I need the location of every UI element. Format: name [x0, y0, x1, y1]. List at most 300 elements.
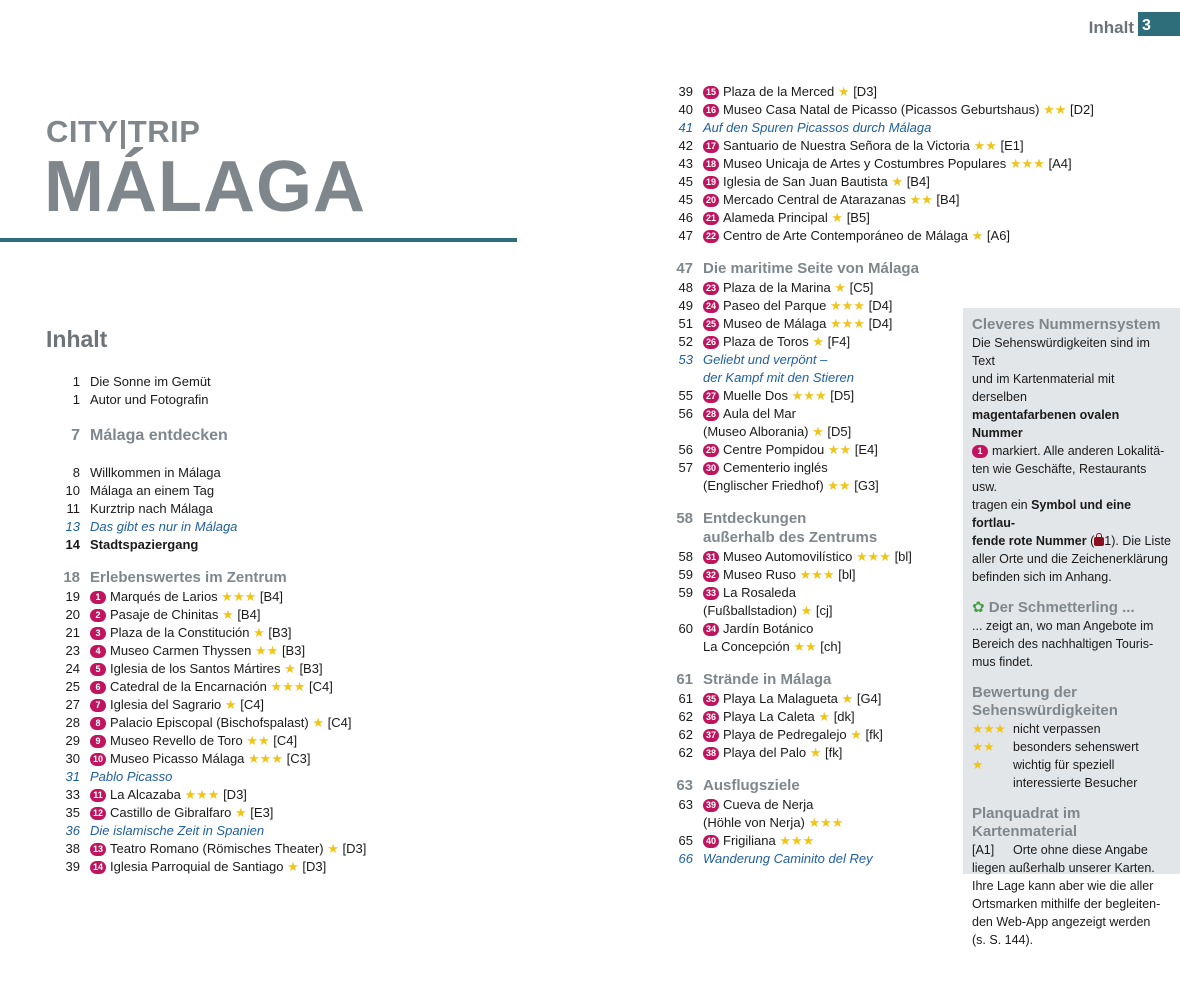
toc-entry — [50, 500, 530, 518]
toc-entry — [50, 464, 530, 482]
toc-entry-text — [90, 500, 213, 518]
toc-entry-title: außerhalb des Zentrums — [703, 529, 878, 546]
rating-row — [972, 738, 1172, 756]
grid-line: (s. S. 144). — [972, 933, 1034, 947]
toc-entry-title: Das gibt es nur in Málaga — [90, 519, 238, 534]
numbering-title: Cleveres Nummernsystem — [972, 316, 1161, 333]
sight-number-badge: 25 — [703, 318, 719, 331]
map-grid-reference: [D3] — [853, 84, 878, 99]
toc-page-number: 20 — [65, 607, 80, 622]
rating-label: interessierte Besucher — [1013, 776, 1138, 790]
toc-entry-text — [703, 510, 806, 528]
toc-page-number: 59 — [678, 585, 693, 600]
sight-number-badge: 17 — [703, 140, 719, 153]
numbering-text: 1). Die Liste — [1104, 534, 1171, 548]
sight-number-badge: 24 — [703, 300, 719, 313]
sight-number-badge: 35 — [703, 693, 719, 706]
toc-entry[interactable] — [50, 518, 530, 536]
map-grid-reference: [D2] — [1070, 102, 1094, 117]
toc-page-number: 10 — [65, 483, 80, 498]
toc-entry-title: Museo Carmen Thyssen — [110, 643, 252, 658]
toc-spacer — [50, 409, 530, 427]
toc-page-number: 51 — [678, 316, 693, 331]
toc-page-number: 62 — [678, 745, 693, 760]
map-grid-reference: [B4] — [259, 589, 284, 604]
toc-entry-title: Plaza de Toros — [723, 334, 809, 349]
grid-line: den Web-App angezeigt werden — [972, 915, 1151, 929]
toc-entry-title: Plaza de la Marina — [723, 280, 831, 295]
map-grid-reference: [fk] — [865, 727, 883, 742]
map-grid-reference: [D3] — [342, 841, 367, 856]
star-rating-icon: ★ — [287, 859, 299, 874]
map-grid-reference: [C4] — [309, 679, 333, 694]
toc-page-number: 1 — [72, 392, 80, 407]
page-number-tab: 3 — [1138, 12, 1180, 36]
toc-page-number: 23 — [65, 643, 80, 658]
sight-number-badge: 15 — [703, 86, 719, 99]
toc-entry-title: (Museo Alborania) — [703, 424, 809, 439]
rating-row — [972, 756, 1172, 774]
toc-entry-title: La Alcazaba — [110, 787, 181, 802]
rating-label: besonders sehenswert — [1013, 740, 1139, 754]
toc-entry-title: Marqués de Larios — [110, 589, 218, 604]
toc-entry-title: Wanderung Caminito del Rey — [703, 851, 873, 866]
toc-entry-text — [703, 209, 870, 227]
toc-entry-text — [703, 814, 843, 832]
toc-entry-title: Autor und Fotografin — [90, 392, 209, 407]
toc-entry-text — [703, 566, 856, 584]
legend-sidebar — [963, 308, 1180, 947]
star-rating-icon: ★★★ — [779, 833, 815, 848]
toc-entry-title: La Concepción — [703, 639, 790, 654]
toc-page-number: 29 — [65, 733, 80, 748]
toc-entry — [663, 137, 1083, 155]
map-grid-reference: [A6] — [986, 228, 1011, 243]
toc-entry-title: Museo de Málaga — [723, 316, 827, 331]
toc-entry-text — [703, 459, 828, 477]
grid-line: liegen außerhalb unserer Karten. — [972, 861, 1155, 875]
map-grid-reference: [B3] — [299, 661, 323, 676]
toc-entry-title: Muelle Dos — [723, 388, 789, 403]
toc-page-number: 61 — [678, 691, 693, 706]
toc-entry — [663, 101, 1094, 119]
toc-entry — [50, 714, 530, 732]
toc-entry-text — [90, 464, 221, 482]
toc-entry-title: Jardín Botánico — [723, 621, 814, 636]
title-rule — [0, 238, 517, 242]
toc-entry — [50, 660, 530, 678]
toc-entry — [50, 858, 530, 876]
toc-entry-text — [703, 777, 800, 795]
toc-entry-text — [90, 750, 310, 768]
toc-entry — [50, 750, 530, 768]
star-icon: ★★★ — [972, 722, 1006, 736]
toc-entry-text — [703, 173, 930, 191]
toc-entry — [50, 373, 530, 391]
star-rating-icon: ★★★ — [270, 679, 306, 694]
toc-entry-text — [703, 529, 877, 547]
toc-entry-title: Auf den Spuren Picassos durch Málaga — [703, 120, 932, 135]
toc-entry — [50, 391, 530, 409]
toc-page-number: 52 — [678, 334, 693, 349]
sight-number-badge: 28 — [703, 408, 719, 421]
toc-entry-title: Palacio Episcopal (Bischofspalast) — [110, 715, 309, 730]
toc-entry-title: Die islamische Zeit in Spanien — [90, 823, 265, 838]
toc-entry-title: Strände in Málaga — [703, 671, 832, 688]
map-grid-reference: [A4] — [1048, 156, 1072, 171]
grid-line: Ortsmarken mithilfe der begleiten- — [972, 897, 1161, 911]
toc-entry-text — [90, 642, 305, 660]
star-rating-icon: ★ — [253, 625, 265, 640]
toc-entry-text — [703, 548, 912, 566]
toc-entry-title: Alameda Principal — [723, 210, 828, 225]
toc-entry-title: der Kampf mit den Stieren — [703, 370, 855, 385]
numbering-line — [972, 442, 1172, 460]
toc-entry[interactable] — [663, 119, 1083, 137]
star-rating-icon: ★★ — [973, 138, 997, 153]
star-icon: ★ — [972, 758, 984, 772]
city-title: MÁLAGA — [44, 147, 366, 227]
toc-entry-text — [90, 768, 172, 786]
star-rating-icon: ★ — [224, 697, 237, 712]
toc-page-number: 57 — [678, 460, 693, 475]
map-grid-reference: [C4] — [273, 733, 298, 748]
sight-number-badge: 26 — [703, 336, 719, 349]
star-rating-icon: ★ — [800, 603, 813, 618]
toc-entry-title: Castillo de Gibralfaro — [110, 805, 232, 820]
toc-page-number: 21 — [65, 625, 80, 640]
sight-number-badge: 12 — [90, 807, 106, 820]
toc-entry-text — [90, 391, 209, 409]
toc-entry-title: Aula del Mar — [723, 406, 796, 421]
toc-page-number: 13 — [65, 519, 80, 534]
sight-number-badge: 21 — [703, 212, 719, 225]
toc-entry — [50, 804, 530, 822]
toc-entry-title: Catedral de la Encarnación — [110, 679, 267, 694]
numbering-line: ten wie Geschäfte, Restaurants usw. — [972, 462, 1147, 494]
toc-entry-text — [90, 624, 292, 642]
map-grid-reference: [bl] — [894, 549, 912, 564]
toc-page-number: 47 — [676, 260, 693, 277]
toc-entry — [50, 786, 530, 804]
toc-entry-title: Mercado Central de Atarazanas — [723, 192, 906, 207]
map-grid-reference: [B4] — [906, 174, 930, 189]
toc-entry-text — [90, 482, 214, 500]
toc-entry — [663, 191, 1083, 209]
toc-entry-title: Frigiliana — [723, 833, 776, 848]
toc-page-number: 24 — [65, 661, 80, 676]
toc-page-number: 56 — [678, 442, 693, 457]
toc-entry-title: Centro de Arte Contemporáneo de Málaga — [723, 228, 968, 243]
star-rating-icon: ★★★ — [829, 298, 865, 313]
toc-entry — [663, 155, 1083, 173]
map-grid-reference: [E4] — [854, 442, 878, 457]
toc-entry-title: Museo Casa Natal de Picasso (Picassos Geburtshaus) — [723, 102, 1040, 117]
toc-page-number: 31 — [65, 769, 80, 784]
toc-entry-title: Ausflugsziele — [703, 777, 800, 794]
sight-number-badge: 13 — [90, 843, 106, 856]
map-grid-reference: [D3] — [223, 787, 247, 802]
grid-row — [972, 841, 1172, 859]
toc-entry — [663, 209, 1083, 227]
toc-page-number: 59 — [678, 567, 693, 582]
map-grid-reference: [D3] — [302, 859, 327, 874]
sight-number-badge: 34 — [703, 623, 719, 636]
toc-entry-text — [90, 588, 283, 606]
toc-section-heading — [50, 427, 530, 446]
toc-entry-title: Erlebenswertes im Zentrum — [90, 569, 287, 586]
butterfly-icon: ✿ — [972, 599, 985, 616]
star-rating-icon: ★ — [818, 709, 831, 724]
grid-code: [A1] — [972, 843, 995, 857]
toc-entry-text — [90, 840, 366, 858]
toc-entry-text — [703, 690, 881, 708]
toc-entry-title: Teatro Romano (Römisches Theater) — [110, 841, 324, 856]
toc-page-number: 27 — [65, 697, 80, 712]
star-icon: ★★ — [972, 740, 995, 754]
star-rating-icon: ★ — [809, 745, 822, 760]
map-grid-reference: [ch] — [820, 639, 842, 654]
sight-number-badge: 23 — [703, 282, 719, 295]
toc-entry — [50, 678, 530, 696]
sight-number-badge: 33 — [703, 587, 719, 600]
toc-entry — [663, 83, 1083, 101]
toc-entry-text — [90, 518, 237, 536]
toc-entry-title: (Höhle von Nerja) — [703, 815, 805, 830]
numbering-text: ( — [1086, 534, 1095, 548]
toc-entry — [663, 173, 1083, 191]
sight-number-badge: 14 — [90, 861, 106, 874]
rating-label: wichtig für speziell — [1013, 758, 1115, 772]
toc-entry-title: Geliebt und verpönt – — [703, 352, 828, 367]
toc-entry-title: Málaga entdecken — [90, 427, 228, 444]
sight-number-badge: 29 — [703, 444, 719, 457]
sight-number-badge: 32 — [703, 569, 719, 582]
star-rating-icon: ★★★ — [808, 815, 844, 830]
toc-entry-text — [703, 279, 873, 297]
toc-entry-title: Plaza de la Merced — [723, 84, 835, 99]
map-grid-reference: [F4] — [827, 334, 851, 349]
toc-page-number: 61 — [676, 671, 693, 688]
toc-entry-title: Playa del Palo — [723, 745, 807, 760]
toc-entry-text — [90, 858, 326, 876]
toc-entry-title: Iglesia Parroquial de Santiago — [110, 859, 284, 874]
toc-entry-title: Santuario de Nuestra Señora de la Victoria — [723, 138, 970, 153]
toc-entry-text — [703, 423, 851, 441]
toc-page-number: 36 — [65, 823, 80, 838]
toc-entry-text — [703, 850, 873, 868]
toc-entry — [50, 588, 530, 606]
toc-page-number: 48 — [678, 280, 693, 295]
toc-entry — [50, 536, 530, 554]
toc-entry-text — [703, 351, 827, 369]
toc-page-number: 1 — [72, 374, 80, 389]
toc-entry-text — [703, 315, 892, 333]
toc-entry-text — [703, 832, 814, 850]
map-grid-reference: [B5] — [846, 210, 870, 225]
star-rating-icon: ★★★ — [829, 316, 865, 331]
star-rating-icon: ★ — [327, 841, 339, 856]
star-rating-icon: ★ — [235, 805, 247, 820]
map-grid-reference: [E1] — [1000, 138, 1024, 153]
sight-number-badge: 31 — [703, 551, 719, 564]
toc-page-number: 62 — [678, 727, 693, 742]
star-rating-icon: ★ — [312, 715, 324, 730]
toc-page-number: 39 — [678, 84, 693, 99]
toc-page-number: 47 — [678, 228, 693, 243]
map-grid-reference: [E3] — [250, 805, 274, 820]
toc-entry-text — [703, 83, 877, 101]
toc-entry[interactable] — [50, 822, 530, 840]
map-grid-reference: [D5] — [830, 388, 855, 403]
rating-row — [972, 720, 1172, 738]
toc-page-number: 42 — [678, 138, 693, 153]
toc-page-number: 62 — [678, 709, 693, 724]
butterfly-title-text: Der Schmetterling ... — [988, 599, 1135, 616]
map-grid-reference: [C3] — [286, 751, 311, 766]
rating-title: Sehenswürdigkeiten — [972, 702, 1118, 719]
toc-entry-title: Museo Picasso Málaga — [110, 751, 245, 766]
toc-entry-text — [703, 227, 1010, 245]
toc-entry-text — [90, 660, 323, 678]
toc-entry-text — [90, 696, 264, 714]
map-grid-reference: [G4] — [856, 691, 882, 706]
star-rating-icon: ★★★ — [799, 567, 835, 582]
star-rating-icon: ★★ — [793, 639, 817, 654]
star-rating-icon: ★ — [831, 210, 844, 225]
toc-entry-text — [703, 744, 842, 762]
toc-entry-text — [90, 786, 247, 804]
map-grid-reference: [B4] — [936, 192, 960, 207]
toc-entry[interactable] — [50, 768, 530, 786]
toc-page-number: 40 — [678, 102, 693, 117]
toc-entry-title: Pasaje de Chinitas — [110, 607, 219, 622]
toc-spacer — [50, 446, 530, 464]
numbering-line: und im Kartenmaterial mit derselben — [972, 372, 1115, 404]
sight-number-badge: 18 — [703, 158, 719, 171]
toc-entry — [50, 732, 530, 750]
sight-number-badge: 40 — [703, 835, 719, 848]
toc-entry-text — [703, 441, 878, 459]
toc-entry-text — [90, 606, 260, 624]
toc-entry-title: Playa de Pedregalejo — [723, 727, 847, 742]
toc-entry-text — [703, 584, 796, 602]
toc-entry-text — [90, 536, 198, 554]
toc-entry-text — [703, 119, 931, 137]
sight-number-badge: 8 — [90, 717, 106, 730]
butterfly-line: Bereich des nachhaltigen Touris- — [972, 637, 1154, 651]
toc-entry-text — [703, 191, 960, 209]
lock-icon — [1094, 537, 1104, 546]
sight-number-badge: 39 — [703, 799, 719, 812]
map-grid-reference: [G3] — [854, 478, 879, 493]
toc-entry-title: (Fußballstadion) — [703, 603, 797, 618]
sight-number-badge: 7 — [90, 699, 106, 712]
sight-number-badge: 6 — [90, 681, 106, 694]
sight-number-badge: 20 — [703, 194, 719, 207]
map-grid-reference: [D5] — [827, 424, 852, 439]
numbering-line: aller Orte und die Zeichenerklärung — [972, 552, 1168, 566]
sight-number-badge: 37 — [703, 729, 719, 742]
toc-entry-text — [703, 796, 813, 814]
toc-entry-title: Museo Automovilístico — [723, 549, 853, 564]
map-grid-reference: [C5] — [849, 280, 874, 295]
toc-entry-title: Paseo del Parque — [723, 298, 827, 313]
toc-entry-title: Playa La Caleta — [723, 709, 815, 724]
sight-number-badge: 3 — [90, 627, 106, 640]
toc-entry-text — [703, 638, 841, 656]
grid-title: Planquadrat im Kartenmaterial — [972, 805, 1081, 840]
running-header-title: Inhalt — [1088, 18, 1134, 37]
toc-entry-text — [703, 137, 1024, 155]
toc-page-number: 63 — [678, 797, 693, 812]
toc-page-number: 53 — [678, 352, 693, 367]
star-rating-icon: ★ — [834, 280, 846, 295]
sight-number-badge: 22 — [703, 230, 719, 243]
star-rating-icon: ★★★ — [221, 589, 257, 604]
toc-page-number: 25 — [65, 679, 80, 694]
toc-page-number: 35 — [65, 805, 80, 820]
toc-entry-text — [703, 671, 831, 689]
toc-page-number: 55 — [678, 388, 693, 403]
toc-entry — [50, 840, 530, 858]
toc-entry-text — [703, 602, 832, 620]
toc-entry — [50, 606, 530, 624]
toc-left-column — [50, 373, 530, 876]
toc-spacer — [50, 554, 530, 569]
toc-entry-title: Playa La Malagueta — [723, 691, 838, 706]
toc-entry-text — [703, 369, 854, 387]
toc-page-number: 46 — [678, 210, 693, 225]
rating-label: nicht verpassen — [1013, 722, 1101, 736]
star-rating-icon: ★ — [812, 424, 824, 439]
butterfly-line: ... zeigt an, wo man Angebote im — [972, 619, 1154, 633]
toc-page-number: 49 — [678, 298, 693, 313]
toc-section-heading — [50, 569, 530, 588]
star-rating-icon: ★★ — [255, 643, 279, 658]
toc-entry-title: Iglesia del Sagrario — [110, 697, 222, 712]
sight-number-badge: 36 — [703, 711, 719, 724]
toc-entry-title: Cueva de Nerja — [723, 797, 814, 812]
star-rating-icon: ★ — [841, 691, 854, 706]
toc-page-number: 45 — [678, 174, 693, 189]
grid-text: Orte ohne diese Angabe — [1013, 843, 1148, 857]
star-rating-icon: ★ — [971, 228, 984, 243]
numbering-line: magentafarbenen ovalen Nummer — [972, 408, 1120, 440]
toc-entry-text — [703, 297, 892, 315]
toc-entry-title: Entdeckungen — [703, 510, 807, 527]
toc-page-number: 11 — [66, 501, 80, 516]
toc-entry-title: Die Sonne im Gemüt — [90, 374, 211, 389]
star-rating-icon: ★★★ — [248, 751, 283, 766]
sight-number-badge: 1 — [90, 591, 106, 604]
map-grid-reference: [B3] — [281, 643, 306, 658]
toc-entry-text — [90, 373, 211, 391]
rating-title: Bewertung der — [972, 684, 1078, 701]
toc-entry-text — [703, 405, 796, 423]
numbering-line: befinden sich im Anhang. — [972, 570, 1112, 584]
sight-number-badge: 27 — [703, 390, 719, 403]
map-grid-reference: [C4] — [327, 715, 352, 730]
numbering-text: Symbol und eine fortlau- — [972, 498, 1132, 530]
toc-spacer — [663, 245, 1083, 260]
toc-entry-text — [703, 155, 1072, 173]
toc-entry-text — [703, 260, 919, 278]
sight-number-badge: 4 — [90, 645, 106, 658]
star-rating-icon: ★★★ — [791, 388, 827, 403]
toc-entry-title: Museo Ruso — [723, 567, 796, 582]
toc-page-number: 30 — [65, 751, 80, 766]
